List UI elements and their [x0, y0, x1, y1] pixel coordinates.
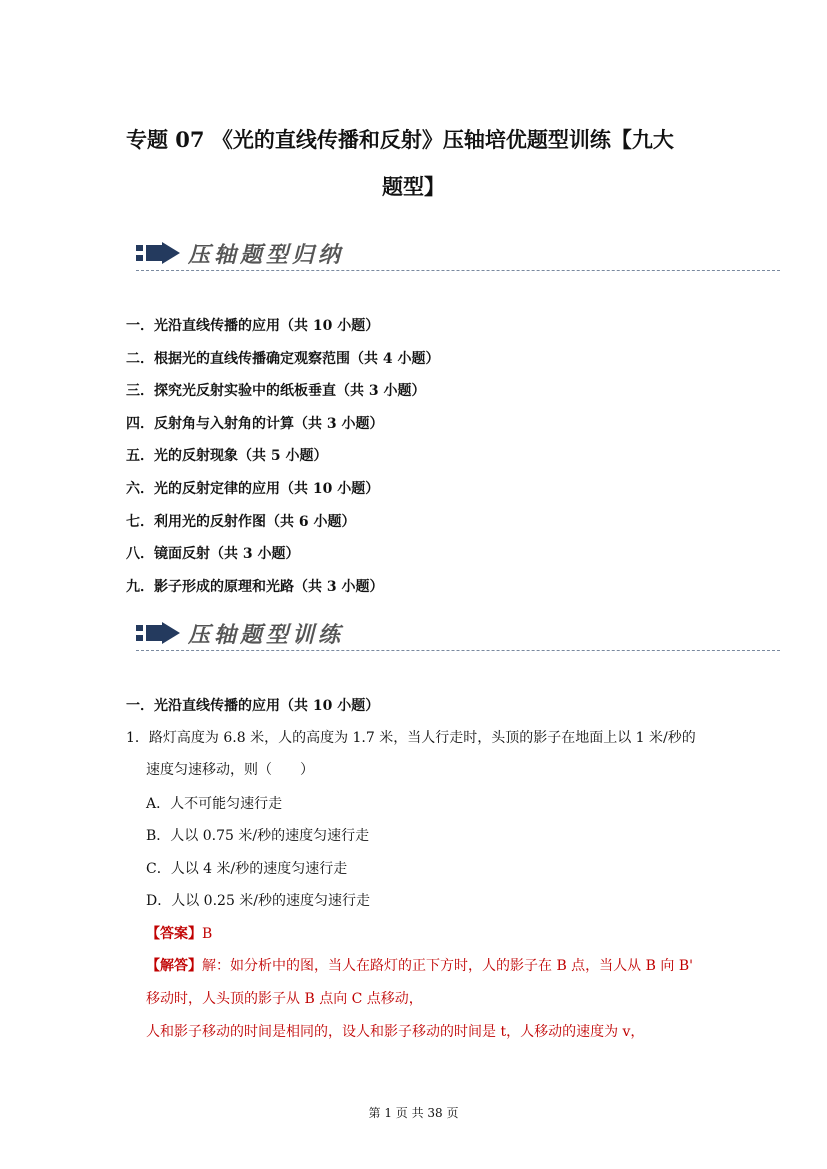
answer-value: B	[202, 926, 213, 942]
banner-divider	[136, 270, 780, 271]
explanation-text-1: 解：如分析中的图，当人在路灯的正下方时，人的影子在 B 点，当人从 B 向 B'	[202, 958, 693, 974]
topic-list	[126, 316, 440, 609]
explanation-label: 【解答】	[146, 958, 202, 974]
summary-banner	[136, 236, 780, 276]
answer-label: 【答案】	[146, 926, 202, 942]
topic-item: 六．光的反射定律的应用（共 10 小题）	[126, 480, 380, 497]
arrow-icon	[136, 622, 182, 648]
topic-item: 三．探究光反射实验中的纸板垂直（共 3 小题）	[126, 383, 426, 400]
training-banner	[136, 616, 780, 656]
training-banner-text: 压轴题型训练	[188, 623, 345, 648]
explanation-line3: 人和影子移动的时间是相同的，设人和影子移动的时间是 t，人移动的速度为 v，	[146, 1024, 645, 1040]
page-footer: 第 1 页 共 38 页	[368, 1106, 459, 1120]
option-d: D．人以 0.25 米/秒的速度匀速行走	[146, 893, 371, 909]
topic-item: 九．影子形成的原理和光路（共 3 小题）	[126, 578, 384, 595]
answer-line	[146, 923, 212, 943]
question-text-line2: 速度匀速移动，则（ ）	[146, 762, 314, 778]
explanation-line2: 移动时，人头顶的影子从 B 点向 C 点移动，	[146, 991, 423, 1007]
topic-item: 四．反射角与入射角的计算（共 3 小题）	[126, 415, 384, 432]
topic-item: 七．利用光的反射作图（共 6 小题）	[126, 513, 356, 530]
topic-item: 五．光的反射现象（共 5 小题）	[126, 448, 328, 465]
question-text-line1: 1．路灯高度为 6.8 米，人的高度为 1.7 米，当人行走时，头顶的影子在地面上以 1 米/秒的	[126, 730, 696, 746]
topic-item: 二．根据光的直线传播确定观察范围（共 4 小题）	[126, 350, 440, 367]
section-heading: 一．光沿直线传播的应用（共 10 小题）	[126, 698, 380, 714]
option-c: C．人以 4 米/秒的速度匀速行走	[146, 861, 348, 877]
topic-item: 一．光沿直线传播的应用（共 10 小题）	[126, 318, 380, 334]
explanation-line1	[146, 955, 693, 975]
arrow-icon	[136, 242, 182, 268]
page-title-line2: 题型】	[382, 174, 445, 199]
topic-item: 八．镜面反射（共 3 小题）	[126, 546, 300, 563]
option-b: B．人以 0.75 米/秒的速度匀速行走	[146, 828, 370, 844]
summary-banner-text: 压轴题型归纳	[188, 243, 345, 268]
banner-divider	[136, 650, 780, 651]
page-title-line1: 专题 07 《光的直线传播和反射》压轴培优题型训练【九大	[126, 127, 674, 152]
option-a: A．人不可能匀速行走	[146, 796, 283, 812]
